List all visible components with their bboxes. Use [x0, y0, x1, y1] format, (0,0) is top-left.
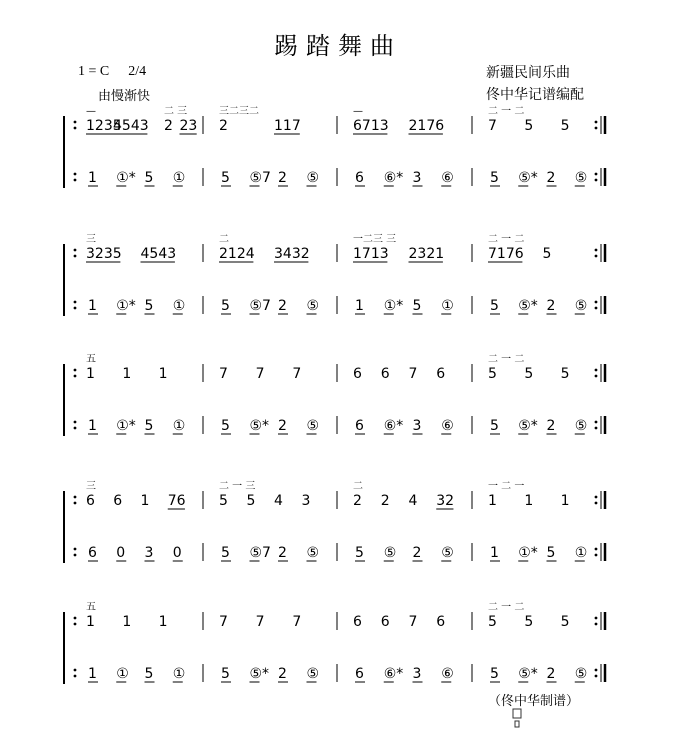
- repeat-dot: [595, 255, 598, 258]
- bass-note: 1: [88, 418, 97, 434]
- arranger-credit: 佟中华记谱编配: [486, 87, 584, 103]
- bass-note: ⑤: [383, 545, 397, 561]
- melody-notes: 6713: [353, 118, 389, 134]
- melody-notes: 7: [255, 614, 265, 630]
- bass-note: 1: [355, 298, 364, 314]
- repeat-dot: [595, 675, 598, 678]
- notation-system: [64, 480, 605, 563]
- repeat-dot: [74, 496, 77, 499]
- seal-stamp: [512, 708, 522, 730]
- bass-note: ⑤*: [518, 170, 538, 186]
- bass-note: 2: [546, 418, 556, 434]
- melody-notes: 6: [86, 493, 95, 509]
- melody-notes: 1: [524, 493, 534, 509]
- melody-notes: 32: [436, 493, 455, 509]
- bass-note: ⑤: [574, 170, 588, 186]
- bass-note: ⑤: [574, 666, 588, 682]
- bass-note: ①: [172, 666, 186, 682]
- melody-notes: 5: [488, 614, 497, 630]
- melody-notes: 4: [274, 493, 283, 509]
- repeat-dot: [74, 669, 77, 672]
- repeat-dot: [595, 427, 598, 430]
- melody-notes: 7: [219, 366, 228, 382]
- repeat-dot: [595, 548, 598, 551]
- repeat-dot: [74, 617, 77, 620]
- bass-note: ⑤*: [249, 418, 270, 434]
- bass-note: 6: [355, 418, 364, 434]
- melody-notes: 3: [301, 493, 311, 509]
- repeat-dot: [595, 369, 598, 372]
- repeat-dot: [74, 375, 77, 378]
- repeat-dot: [74, 675, 77, 678]
- melody-notes: 3432: [274, 246, 310, 262]
- repeat-dot: [595, 301, 598, 304]
- melody-notes: 5: [560, 118, 570, 134]
- bass-note: 2: [278, 666, 287, 682]
- bass-note: 5: [144, 666, 154, 682]
- fingering-mark: 二 一 二: [488, 106, 525, 117]
- fingering-mark: 五: [86, 354, 96, 365]
- bass-note: ⑤*: [518, 418, 538, 434]
- melody-notes: 6: [353, 366, 362, 382]
- bass-note: 5: [144, 170, 154, 186]
- melody-notes: 6: [380, 366, 390, 382]
- melody-notes: 5: [219, 493, 228, 509]
- bass-note: 5: [144, 298, 154, 314]
- fingering-mark: 二 一 三: [219, 481, 256, 492]
- melody-notes: 4543: [140, 246, 177, 262]
- repeat-dot: [595, 617, 598, 620]
- melody-notes: 5: [524, 366, 534, 382]
- fingering-mark: 二 一 二: [488, 234, 525, 245]
- bass-note: ⑥: [441, 418, 454, 434]
- melody-notes: 1: [158, 614, 168, 630]
- repeat-dot: [595, 173, 598, 176]
- melody-notes: 6: [436, 366, 446, 382]
- fingering-mark: 二: [219, 234, 229, 245]
- melody-notes: 5: [246, 493, 256, 509]
- bass-note: 2: [278, 418, 287, 434]
- bass-note: 3: [412, 666, 422, 682]
- bass-note: ⑤*: [518, 666, 538, 682]
- repeat-dot: [74, 179, 77, 182]
- melody-notes: 2124: [219, 246, 255, 262]
- repeat-dot: [595, 496, 598, 499]
- bass-note: 2: [546, 170, 556, 186]
- repeat-dot: [595, 669, 598, 672]
- bass-note: ①*: [383, 298, 404, 314]
- bass-note: ⑥*: [383, 418, 404, 434]
- bass-note: ⑥*: [383, 666, 404, 682]
- bass-note: ⑤: [441, 545, 454, 561]
- melody-notes: 7176: [488, 246, 524, 262]
- fingering-mark: 三: [86, 481, 96, 492]
- repeat-dot: [74, 623, 77, 626]
- bass-note: 5: [490, 666, 499, 682]
- fingering-mark: —: [86, 106, 96, 117]
- melody-notes: 7: [292, 614, 302, 630]
- bass-note: ①: [574, 545, 588, 561]
- melody-notes: 1713: [353, 246, 389, 262]
- melody-notes: 2: [219, 118, 228, 134]
- bass-note: ⑤7: [249, 545, 271, 561]
- bass-note: 2: [278, 170, 287, 186]
- melody-notes: 5: [542, 246, 552, 262]
- melody-notes: 7: [408, 366, 418, 382]
- repeat-dot: [595, 502, 598, 505]
- melody-notes: 6: [436, 614, 446, 630]
- melody-notes: 1: [140, 493, 150, 509]
- melody-notes: 6: [113, 493, 123, 509]
- bass-note: 5: [144, 418, 154, 434]
- melody-notes: 5: [560, 366, 570, 382]
- repeat-dot: [74, 301, 77, 304]
- bass-note: 5: [221, 545, 230, 561]
- melody-notes: 7: [292, 366, 302, 382]
- repeat-dot: [595, 421, 598, 424]
- repeat-dot: [74, 127, 77, 130]
- footer-credit: （佟中华制谱）: [488, 694, 580, 709]
- repeat-dot: [74, 554, 77, 557]
- repeat-dot: [595, 179, 598, 182]
- fingering-mark: 二: [353, 481, 363, 492]
- melody-notes: 1: [122, 614, 132, 630]
- bass-note: 0: [172, 545, 182, 561]
- fingering-mark: 五: [86, 602, 96, 613]
- repeat-dot: [74, 427, 77, 430]
- bass-note: ①: [116, 666, 129, 682]
- melody-notes: 3235: [86, 246, 122, 262]
- melody-notes: 7: [255, 366, 265, 382]
- melody-notes: 7: [408, 614, 418, 630]
- bass-note: 6: [88, 545, 97, 561]
- bass-note: 2: [278, 298, 287, 314]
- melody-notes: 2: [164, 118, 173, 134]
- melody-notes: 7: [219, 614, 228, 630]
- repeat-dot: [74, 502, 77, 505]
- fingering-mark: 三: [86, 234, 96, 245]
- bass-note: ⑤7: [249, 298, 271, 314]
- melody-notes: 1: [158, 366, 168, 382]
- bass-note: ⑤: [306, 666, 320, 682]
- bass-note: ⑤: [306, 298, 320, 314]
- bass-note: 2: [546, 298, 556, 314]
- bass-note: ①*: [116, 418, 136, 434]
- bass-note: 5: [221, 418, 230, 434]
- melody-notes: 1235: [86, 118, 122, 134]
- melody-notes: 117: [274, 118, 301, 134]
- melody-notes: 5: [524, 118, 534, 134]
- bass-note: 5: [546, 545, 556, 561]
- repeat-dot: [74, 249, 77, 252]
- repeat-dot: [74, 421, 77, 424]
- bass-note: 0: [116, 545, 126, 561]
- bass-note: ①: [172, 298, 186, 314]
- repeat-dot: [595, 307, 598, 310]
- repeat-dot: [74, 548, 77, 551]
- repeat-dot: [595, 623, 598, 626]
- melody-notes: 2: [353, 493, 362, 509]
- bass-note: ⑤: [306, 545, 320, 561]
- fingering-mark: —: [353, 106, 363, 117]
- fingering-mark: 二 一 二: [488, 354, 525, 365]
- notation-system: [64, 353, 605, 436]
- melody-notes: 76: [167, 493, 186, 509]
- bass-note: 3: [144, 545, 154, 561]
- repeat-dot: [74, 121, 77, 124]
- notation-system: [64, 601, 605, 684]
- melody-notes: 4: [408, 493, 418, 509]
- bass-note: 5: [221, 170, 230, 186]
- melody-notes: 1: [488, 493, 497, 509]
- melody-notes: 1: [560, 493, 570, 509]
- bass-note: 5: [490, 418, 499, 434]
- bass-note: 5: [221, 666, 230, 682]
- bass-note: ①: [172, 418, 186, 434]
- bass-note: ①*: [116, 170, 136, 186]
- repeat-dot: [74, 369, 77, 372]
- bass-note: ⑤: [574, 298, 588, 314]
- bass-note: ⑥: [441, 666, 454, 682]
- melody-notes: 6: [353, 614, 362, 630]
- bass-note: ⑥: [441, 170, 454, 186]
- bass-note: 2: [546, 666, 556, 682]
- bass-note: ⑤: [306, 418, 320, 434]
- notation-system: [64, 105, 605, 188]
- bass-note: ①*: [116, 298, 136, 314]
- melody-notes: 7: [488, 118, 497, 134]
- repeat-dot: [74, 173, 77, 176]
- bass-note: 1: [88, 298, 97, 314]
- tempo-marking: 由慢渐快: [98, 89, 151, 104]
- bass-note: 1: [88, 170, 97, 186]
- fingering-mark: 一 二 一: [488, 481, 525, 492]
- bass-note: 5: [490, 170, 499, 186]
- bass-note: 1: [88, 666, 97, 682]
- bass-note: 5: [221, 298, 230, 314]
- melody-notes: 4543: [113, 118, 149, 134]
- bass-note: ①: [172, 170, 186, 186]
- bass-note: ①*: [518, 545, 538, 561]
- bass-note: 5: [490, 298, 499, 314]
- repeat-dot: [74, 307, 77, 310]
- repeat-dot: [595, 127, 598, 130]
- bass-note: 3: [412, 418, 422, 434]
- attribution: 新疆民间乐曲: [486, 65, 570, 81]
- bass-note: ⑤*: [249, 666, 270, 682]
- fingering-mark: 三二三二: [219, 106, 259, 117]
- bass-note: ⑤7: [249, 170, 271, 186]
- bass-note: 2: [412, 545, 422, 561]
- melody-notes: 2321: [408, 246, 445, 262]
- bass-note: 3: [412, 170, 422, 186]
- repeat-dot: [595, 121, 598, 124]
- bass-note: ⑤*: [518, 298, 538, 314]
- fingering-mark: 二 一 二: [488, 602, 525, 613]
- melody-notes: 1: [86, 366, 95, 382]
- melody-notes: 23: [179, 118, 198, 134]
- bass-note: ⑤: [306, 170, 320, 186]
- bass-note: 1: [490, 545, 499, 561]
- bass-note: ⑤: [574, 418, 588, 434]
- melody-notes: 5: [488, 366, 497, 382]
- melody-notes: 2176: [408, 118, 445, 134]
- time-signature: 2/4: [128, 64, 147, 79]
- melody-notes: 2: [380, 493, 390, 509]
- bass-note: ⑥*: [383, 170, 404, 186]
- key-label: 1 = C: [78, 64, 110, 79]
- bass-note: 6: [355, 170, 364, 186]
- notation-system: [64, 233, 605, 316]
- bass-note: 6: [355, 666, 364, 682]
- fingering-mark: 二 三: [164, 106, 188, 117]
- repeat-dot: [595, 554, 598, 557]
- melody-notes: 6: [380, 614, 390, 630]
- melody-notes: 1: [122, 366, 132, 382]
- bass-note: ①: [441, 298, 454, 314]
- melody-notes: 5: [560, 614, 570, 630]
- repeat-dot: [595, 375, 598, 378]
- repeat-dot: [74, 255, 77, 258]
- fingering-mark: 一二三 三: [353, 234, 397, 245]
- page-title: 踢踏舞曲: [274, 32, 402, 60]
- repeat-dot: [595, 249, 598, 252]
- bass-note: 2: [278, 545, 287, 561]
- bass-note: 5: [412, 298, 422, 314]
- melody-notes: 1: [86, 614, 95, 630]
- bass-note: 5: [355, 545, 364, 561]
- melody-notes: 5: [524, 614, 534, 630]
